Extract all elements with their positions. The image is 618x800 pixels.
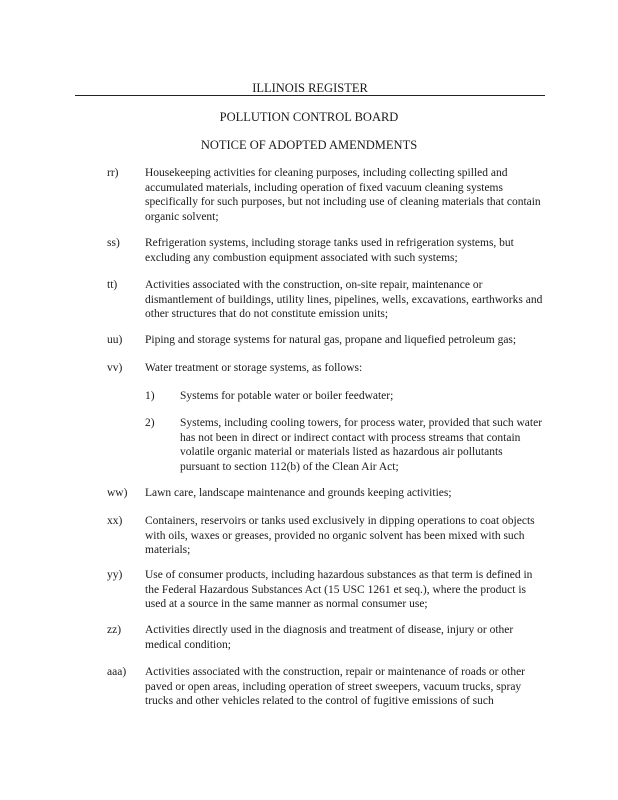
subitem-label: 2) <box>145 417 155 429</box>
item-text: Containers, reservoirs or tanks used exclusively in dipping operations to coat objects with oils, waxes or greases, provided no organic solvent has been mixed with such materials; <box>145 515 535 557</box>
item-label: uu) <box>107 334 123 346</box>
notice-title: NOTICE OF ADOPTED AMENDMENTS <box>200 138 418 152</box>
item-text: Refrigeration systems, including storage tanks used in refrigeration systems, but excluding any combustion equipment associated with such systems; <box>145 237 514 264</box>
item-label: rr) <box>107 167 119 179</box>
register-header <box>75 81 545 99</box>
item-text: Lawn care, landscape maintenance and grounds keeping activities; <box>145 487 452 499</box>
item-label: zz) <box>107 624 122 636</box>
item-label: tt) <box>107 279 118 291</box>
item-text: Housekeeping activities for cleaning purposes, including collecting spilled and accumulated materials, including operation of fixed vacuum cleaning systems specifically for such purposes, but not including use of cleaning materials that contain organic solvent; <box>145 167 541 223</box>
item-text: Activities associated with the construction, repair or maintenance of roads or other paved or open areas, including operation of street sweepers, vacuum trucks, spray trucks and other vehicles related to the control of fugitive emissions of such <box>145 666 526 708</box>
subitem-text: Systems, including cooling towers, for process water, provided that such water has not been in direct or indirect contact with process streams that contain volatile organic material or materials listed as hazardous air pollutants pursuant to section 112(b) of the Clean Air Act; <box>180 417 543 473</box>
item-text: Water treatment or storage systems, as follows: <box>145 362 363 374</box>
item-label: xx) <box>107 515 123 527</box>
item-label: vv) <box>107 362 123 374</box>
item-label: ww) <box>107 487 128 499</box>
item-text: Activities directly used in the diagnosis and treatment of disease, injury or other medical condition; <box>145 624 514 651</box>
subitem-text: Systems for potable water or boiler feedwater; <box>180 390 394 402</box>
item-label: ss) <box>107 237 120 249</box>
item-text: Use of consumer products, including hazardous substances as that term is defined in the Federal Hazardous Substances Act (15 USC 1261 et seq.), where the product is used at a source in the same manner as normal consumer use; <box>145 569 533 611</box>
item-label: yy) <box>107 569 123 581</box>
subitem-label: 1) <box>145 390 155 402</box>
item-text: Activities associated with the construction, on-site repair, maintenance or dismantlement of buildings, utility lines, pipelines, wells, excavations, earthworks and other structures that do not constitute emission units; <box>145 279 543 321</box>
register-title: ILLINOIS REGISTER <box>252 81 368 95</box>
item-text: Piping and storage systems for natural gas, propane and liquefied petroleum gas; <box>145 334 517 346</box>
item-label: aaa) <box>107 666 127 678</box>
board-name: POLLUTION CONTROL BOARD <box>219 110 399 124</box>
